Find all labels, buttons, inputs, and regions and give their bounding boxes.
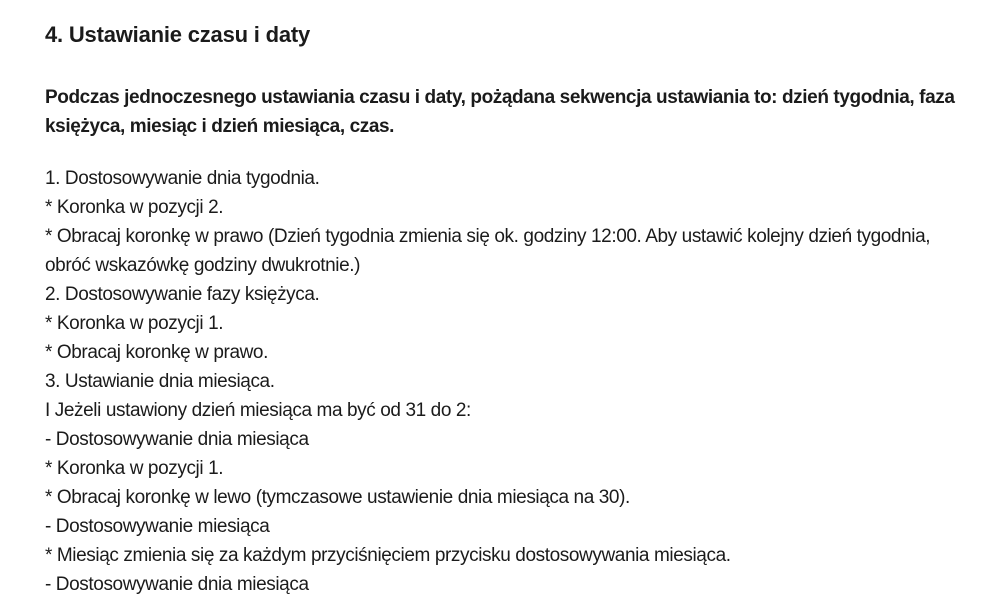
instruction-line: I Jeżeli ustawiony dzień miesiąca ma być od 31 do 2: — [45, 400, 471, 421]
instruction-line: * Obracaj koronkę w prawo (Dzień tygodnia zmienia się ok. godziny 12:00. Aby ustawić kolejny dzień tygodnia, obróć wskazówkę godziny dwukrotnie.) — [45, 226, 931, 276]
page-title: 4. Ustawianie czasu i daty — [45, 22, 311, 47]
instruction-line: * Miesiąc zmienia się za każdym przyciśnięciem przycisku dostosowywania miesiąca. — [45, 545, 731, 566]
instruction-line: * Koronka w pozycji 1. — [45, 313, 224, 334]
instruction-line: - Dostosowywanie miesiąca — [45, 516, 270, 537]
instruction-line: * Koronka w pozycji 2. — [45, 197, 224, 218]
instruction-line: * Obracaj koronkę w prawo. — [45, 342, 268, 363]
instruction-line: - Dostosowywanie dnia miesiąca — [45, 574, 309, 595]
intro-paragraph: Podczas jednoczesnego ustawiania czasu i daty, pożądana sekwencja ustawiania to: dzień tygodnia, faza księżyca, miesiąc i dzień miesiąca, czas. — [45, 87, 955, 137]
instruction-list — [45, 164, 957, 599]
instruction-line: 1. Dostosowywanie dnia tygodnia. — [45, 168, 320, 189]
instruction-line: 2. Dostosowywanie fazy księżyca. — [45, 284, 320, 305]
instruction-line: * Obracaj koronkę w lewo (tymczasowe ustawienie dnia miesiąca na 30). — [45, 487, 630, 508]
instruction-line: * Koronka w pozycji 1. — [45, 458, 224, 479]
instruction-line: 3. Ustawianie dnia miesiąca. — [45, 371, 275, 392]
instruction-line: - Dostosowywanie dnia miesiąca — [45, 429, 309, 450]
